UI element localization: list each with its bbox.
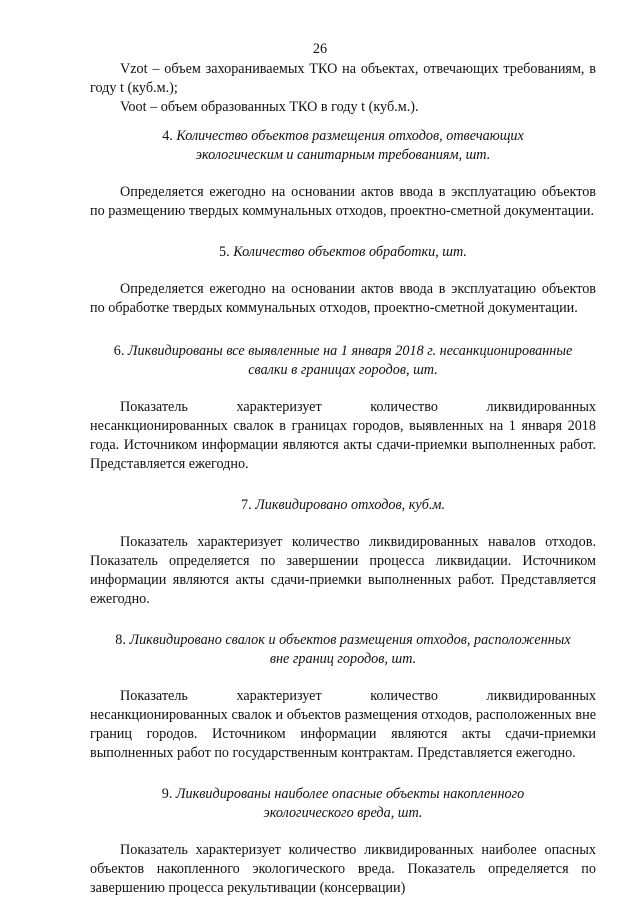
heading-line-1: Ликвидированы все выявленные на 1 января 2018 г. несанкционированные (127, 343, 573, 359)
formula-definitions (90, 60, 596, 117)
section-4 (90, 127, 596, 221)
section-heading (90, 496, 596, 515)
heading-line-1: Ликвидировано свалок и объектов размещения отходов, расположенных (129, 632, 571, 648)
section-number: 9. (161, 786, 173, 802)
section-heading (90, 785, 596, 823)
heading-line-1: Ликвидированы наиболее опасные объекты накопленного (175, 786, 525, 802)
heading-line-2: экологического вреда, шт. (263, 805, 423, 821)
section-heading (90, 342, 596, 380)
heading-line-2: вне границ городов, шт. (269, 651, 417, 667)
section-text: Показатель характеризует количество ликвидированных несанкционированных свалок и объектов размещения отходов, расположенных вне границ городов. Источником информации являются акты сдачи-приемки выполненных работ по государственным контрактам. Представляется ежегодно. (90, 688, 596, 761)
section-number: 5. (219, 244, 230, 260)
section-6 (90, 342, 596, 474)
page-number: 26 (312, 41, 328, 57)
heading-line-2: свалки в границах городов, шт. (248, 362, 438, 378)
heading-line-1: Количество объектов размещения отходов, отвечающих (176, 128, 524, 144)
section-number: 7. (240, 497, 252, 513)
section-heading (90, 127, 596, 165)
definition-vzot: Vzot – объем захораниваемых ТКО на объектах, отвечающих требованиям, в году t (куб.м.); (90, 61, 596, 96)
section-heading (90, 243, 596, 262)
section-text: Показатель характеризует количество ликвидированных несанкционированных свалок в границах городов, выявленных на 1 января 2018 года. Источником информации являются акты сдачи-приемки выполненных работ. Представляется ежегодно. (90, 399, 596, 472)
section-number: 4. (162, 128, 173, 144)
section-text: Определяется ежегодно на основании актов ввода в эксплуатацию объектов по обработке твердых коммунальных отходов, проектно-сметной документации. (90, 281, 596, 316)
page-content (90, 60, 596, 898)
heading-line-1: Ликвидировано отходов, куб.м. (255, 497, 445, 513)
section-9 (90, 785, 596, 898)
heading-line-1: Количество объектов обработки, шт. (233, 244, 467, 260)
section-text: Определяется ежегодно на основании актов ввода в эксплуатацию объектов по размещению твердых коммунальных отходов, проектно-сметной документации. (90, 184, 596, 219)
section-text: Показатель характеризует количество ликвидированных навалов отходов. Показатель определяется по завершении процесса ликвидации. Источником информации являются акты сдачи-приемки выполненных работ. Представляется ежегодно. (90, 534, 596, 607)
section-5 (90, 243, 596, 318)
section-number: 8. (115, 632, 126, 648)
definition-voot: Voot – объем образованных ТКО в году t (куб.м.). (120, 99, 419, 115)
section-heading (90, 631, 596, 669)
section-number: 6. (113, 343, 125, 359)
heading-line-2: экологическим и санитарным требованиям, шт. (195, 147, 491, 163)
section-7 (90, 496, 596, 609)
section-8 (90, 631, 596, 763)
section-text: Показатель характеризует количество ликвидированных наиболее опасных объектов накопленного экологического вреда. Показатель определяется по завершению процесса рекультивации (консервации) (90, 842, 596, 896)
